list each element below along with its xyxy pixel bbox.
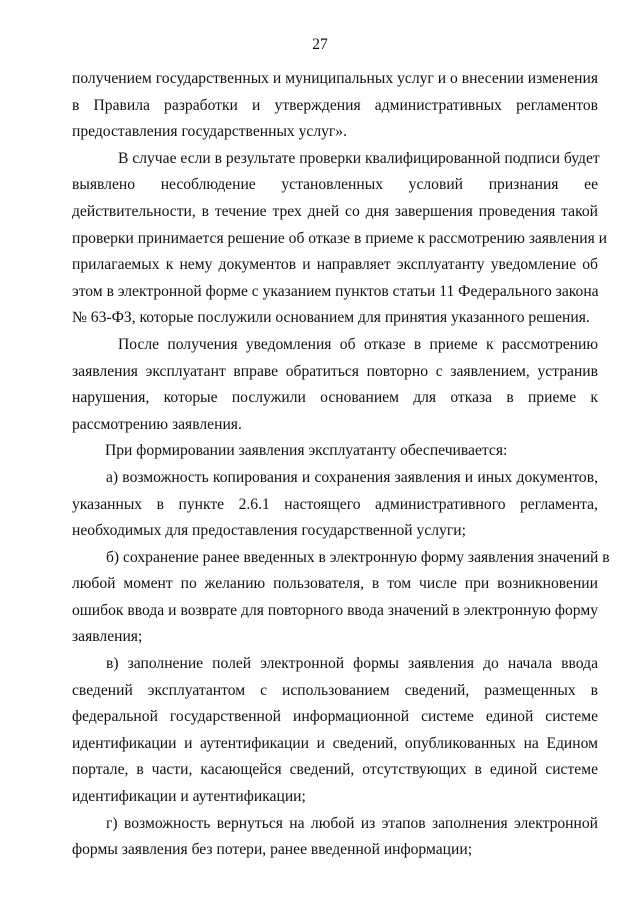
text-line: заявления;	[72, 628, 143, 646]
text-line: В случае если в результате проверки квалифицированной подписи будет	[118, 149, 600, 167]
text-line: б) сохранение ранее введенных в электронную форму заявления значений в	[106, 548, 610, 566]
page-number: 27	[312, 36, 328, 53]
text-line: предоставления государственных услуг».	[72, 123, 347, 141]
document-body	[72, 66, 610, 864]
text-line: в Правила разработки и утверждения административных регламентов	[72, 96, 598, 114]
text-line: формы заявления без потери, ранее введенной информации;	[72, 841, 473, 859]
paragraph-list-intro	[72, 438, 598, 465]
text-line: получением государственных и муниципальных услуг и о внесении изменения	[72, 70, 598, 87]
text-line: сведений эксплуатантом с использованием сведений, размещенных в	[72, 681, 598, 699]
text-line: а) возможность копирования и сохранения заявления и иных документов,	[106, 468, 598, 486]
paragraph-after-refusal	[72, 332, 598, 438]
text-line: проверки принимается решение об отказе в приеме к рассмотрению заявления и	[72, 229, 607, 247]
text-line: ошибок ввода и возврате для повторного ввода значений в электронную форму	[72, 601, 598, 619]
text-line: необходимых для предоставления государственной услуги;	[72, 522, 466, 540]
text-line: любой момент по желанию пользователя, в том числе при возникновении	[72, 575, 598, 593]
list-item-g	[72, 811, 598, 864]
text-line: идентификации и аутентификации и сведений, опубликованных на Едином	[72, 734, 598, 752]
text-line: идентификации и аутентификации;	[72, 788, 306, 806]
text-line: рассмотрению заявления.	[72, 415, 242, 433]
text-line: нарушения, которые послужили основанием для отказа в приеме к	[72, 389, 598, 407]
text-line: в) заполнение полей электронной формы заявления до начала ввода	[106, 655, 598, 673]
list-item-b	[72, 545, 610, 651]
text-line: заявления эксплуатант вправе обратиться повторно с заявлением, устранив	[72, 362, 598, 380]
text-line: г) возможность вернуться на любой из этапов заполнения электронной	[106, 814, 598, 832]
text-line: указанных в пункте 2.6.1 настоящего административного регламента,	[72, 495, 598, 513]
text-line: прилагаемых к нему документов и направляет эксплуатанту уведомление об	[72, 256, 598, 274]
text-line: федеральной государственной информационной системе единой системе	[72, 708, 598, 726]
list-item-a	[72, 465, 598, 545]
text-line: При формировании заявления эксплуатанту обеспечивается:	[105, 442, 508, 460]
text-line: портале, в части, касающейся сведений, отсутствующих в единой системе	[72, 761, 598, 779]
text-line: действительности, в течение трех дней со дня завершения проведения такой	[72, 202, 598, 220]
text-line: После получения уведомления об отказе в приеме к рассмотрению	[118, 335, 598, 353]
text-line: выявлено несоблюдение установленных условий признания ее	[72, 176, 598, 194]
text-line: № 63-ФЗ, которые послужили основанием для принятия указанного решения.	[72, 309, 590, 327]
text-line: этом в электронной форме с указанием пунктов статьи 11 Федерального закона	[72, 282, 599, 300]
list-item-v	[72, 651, 598, 811]
paragraph-continuation	[72, 66, 598, 146]
paragraph-signature-check	[72, 146, 607, 332]
